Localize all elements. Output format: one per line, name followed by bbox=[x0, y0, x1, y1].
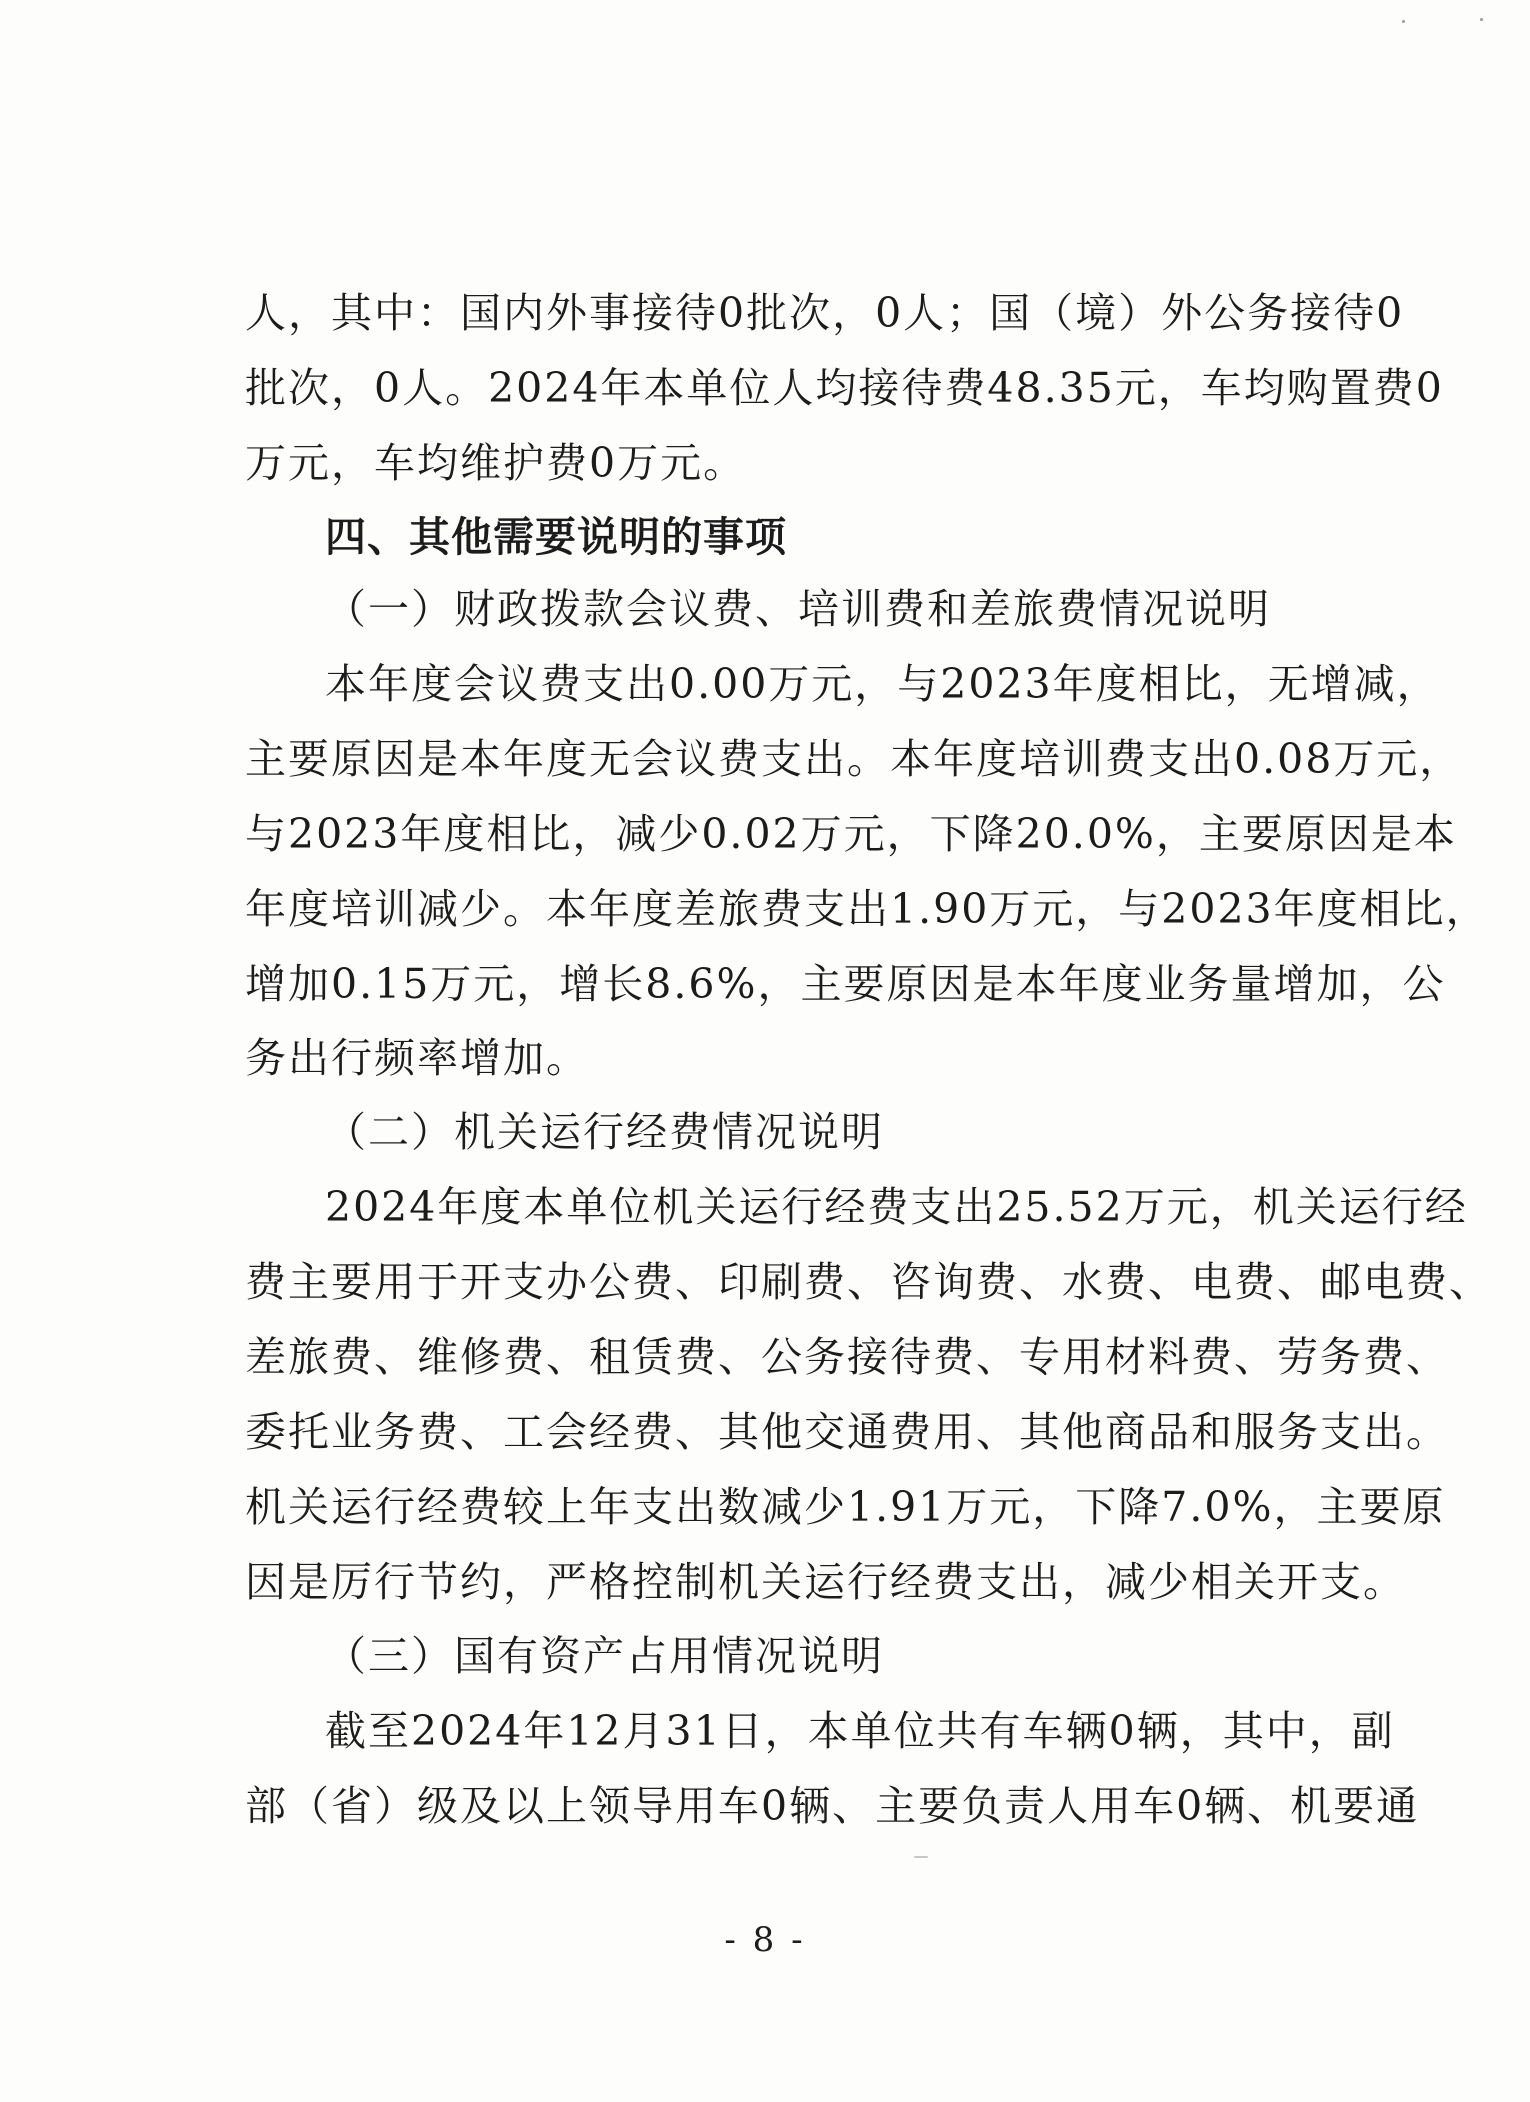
scan-speck bbox=[1402, 20, 1405, 23]
text-line: 2024年度本单位机关运行经费支出25.52万元，机关运行经 bbox=[325, 1183, 1468, 1231]
section-heading: 四、其他需要说明的事项 bbox=[325, 513, 787, 561]
text-line: 委托业务费、工会经费、其他交通费用、其他商品和服务支出。 bbox=[245, 1408, 1449, 1456]
text-line: 万元，车均维护费0万元。 bbox=[245, 439, 747, 487]
text-line: 增加0.15万元，增长8.6%，主要原因是本年度业务量增加，公 bbox=[245, 960, 1446, 1008]
page-number: - 8 - bbox=[724, 1920, 806, 1960]
text-line: 部（省）级及以上领导用车0辆、主要负责人用车0辆、机要通 bbox=[245, 1782, 1420, 1830]
text-line: 截至2024年12月31日，本单位共有车辆0辆，其中，副 bbox=[325, 1707, 1395, 1755]
text-line: 人，其中：国内外事接待0批次，0人；国（境）外公务接待0 bbox=[245, 289, 1405, 337]
text-line: 主要原因是本年度无会议费支出。本年度培训费支出0.08万元， bbox=[245, 735, 1463, 783]
subsection-heading: （一）财政拨款会议费、培训费和差旅费情况说明 bbox=[325, 585, 1271, 633]
text-line: 本年度会议费支出0.00万元，与2023年度相比，无增减， bbox=[325, 660, 1440, 708]
text-line: 机关运行经费较上年支出数减少1.91万元，下降7.0%，主要原 bbox=[245, 1483, 1446, 1531]
subsection-heading: （二）机关运行经费情况说明 bbox=[325, 1108, 884, 1156]
text-line: 务出行频率增加。 bbox=[245, 1034, 589, 1082]
scan-speck bbox=[1480, 18, 1483, 21]
text-line: 因是厉行节约，严格控制机关运行经费支出，减少相关开支。 bbox=[245, 1558, 1406, 1606]
scan-speck bbox=[914, 1856, 928, 1858]
text-line: 与2023年度相比，减少0.02万元，下降20.0%，主要原因是本 bbox=[245, 810, 1457, 858]
text-line: 年度培训减少。本年度差旅费支出1.90万元，与2023年度相比， bbox=[245, 885, 1489, 933]
text-line: 批次，0人。2024年本单位人均接待费48.35元，车均购置费0 bbox=[245, 364, 1444, 412]
subsection-heading: （三）国有资产占用情况说明 bbox=[325, 1632, 884, 1680]
text-line: 费主要用于开支办公费、印刷费、咨询费、水费、电费、邮电费、 bbox=[245, 1258, 1492, 1306]
text-line: 差旅费、维修费、租赁费、公务接待费、专用材料费、劳务费、 bbox=[245, 1333, 1449, 1381]
